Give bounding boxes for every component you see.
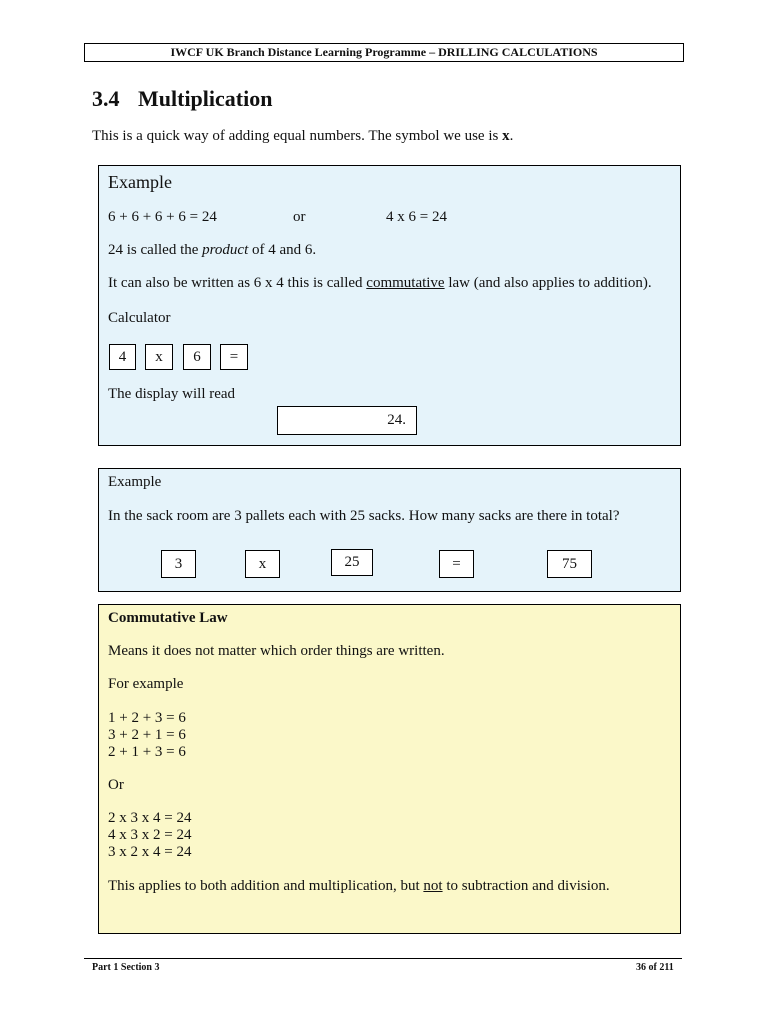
- applies-sentence: [108, 878, 610, 895]
- intro-end: .: [509, 128, 514, 144]
- example-1-or: or: [293, 209, 306, 225]
- example-1-heading: Example: [108, 172, 172, 192]
- applies-not: not: [423, 878, 443, 894]
- section-name: Multiplication: [138, 86, 273, 111]
- running-header: IWCF UK Branch Distance Learning Programme – DRILLING CALCULATIONS: [84, 43, 684, 62]
- comm-after: law (and also applies to addition).: [448, 275, 652, 291]
- commutative-heading: Commutative Law: [108, 610, 228, 626]
- multiplication-examples: [108, 810, 191, 861]
- example-1-sum: 6 + 6 + 6 + 6 = 24: [108, 209, 217, 225]
- or-label: Or: [108, 777, 124, 793]
- multiplication-line: 2 x 3 x 4 = 24: [108, 810, 192, 826]
- display-label: The display will read: [108, 386, 236, 402]
- sack-key-75: 75: [547, 550, 592, 578]
- calc-key-x: x: [145, 344, 173, 370]
- addition-line: 1 + 2 + 3 = 6: [108, 710, 186, 726]
- footer-divider: [84, 958, 682, 959]
- example-2-panel: [98, 468, 681, 592]
- sack-key-equals: =: [439, 550, 474, 578]
- product-after: of 4 and 6.: [252, 242, 317, 258]
- footer-section: Part 1 Section 3: [92, 962, 160, 973]
- calc-key-4: 4: [109, 344, 136, 370]
- example-2-heading: Example: [108, 474, 162, 490]
- for-example-label: For example: [108, 676, 184, 692]
- example-2-question: In the sack room are 3 pallets each with 25 sacks. How many sacks are there in total?: [108, 508, 620, 524]
- intro-sentence: This is a quick way of adding equal numbers. The symbol we use is: [92, 128, 499, 144]
- addition-examples: [108, 710, 186, 761]
- addition-line: 3 + 2 + 1 = 6: [108, 727, 186, 743]
- footer-page-number: 36 of 211: [636, 962, 674, 973]
- calculator-label: Calculator: [108, 310, 171, 326]
- sack-key-3: 3: [161, 550, 196, 578]
- applies-after: to subtraction and division.: [446, 878, 610, 894]
- commutative-meaning: Means it does not matter which order things are written.: [108, 643, 445, 659]
- product-sentence: [108, 242, 316, 259]
- product-before: 24 is called the: [108, 242, 199, 258]
- intro-symbol: x: [502, 128, 510, 144]
- example-1-panel: [98, 165, 681, 446]
- section-title: [92, 86, 272, 112]
- comm-word: commutative: [366, 275, 445, 291]
- product-word: product: [202, 242, 249, 258]
- addition-line: 2 + 1 + 3 = 6: [108, 744, 186, 760]
- sack-key-25: 25: [331, 549, 373, 576]
- multiplication-line: 4 x 3 x 2 = 24: [108, 827, 192, 843]
- commutative-sentence: [108, 275, 652, 292]
- applies-before: This applies to both addition and multiplication, but: [108, 878, 420, 894]
- commutative-law-panel: [98, 604, 681, 934]
- calc-key-equals: =: [220, 344, 248, 370]
- calculator-display: 24.: [277, 406, 417, 435]
- section-number: 3.4: [92, 86, 120, 111]
- example-1-mult: 4 x 6 = 24: [386, 209, 447, 225]
- calc-key-6: 6: [183, 344, 211, 370]
- comm-before: It can also be written as 6 x 4 this is called: [108, 275, 363, 291]
- multiplication-line: 3 x 2 x 4 = 24: [108, 844, 192, 860]
- sack-key-x: x: [245, 550, 280, 578]
- intro-text: [92, 128, 513, 145]
